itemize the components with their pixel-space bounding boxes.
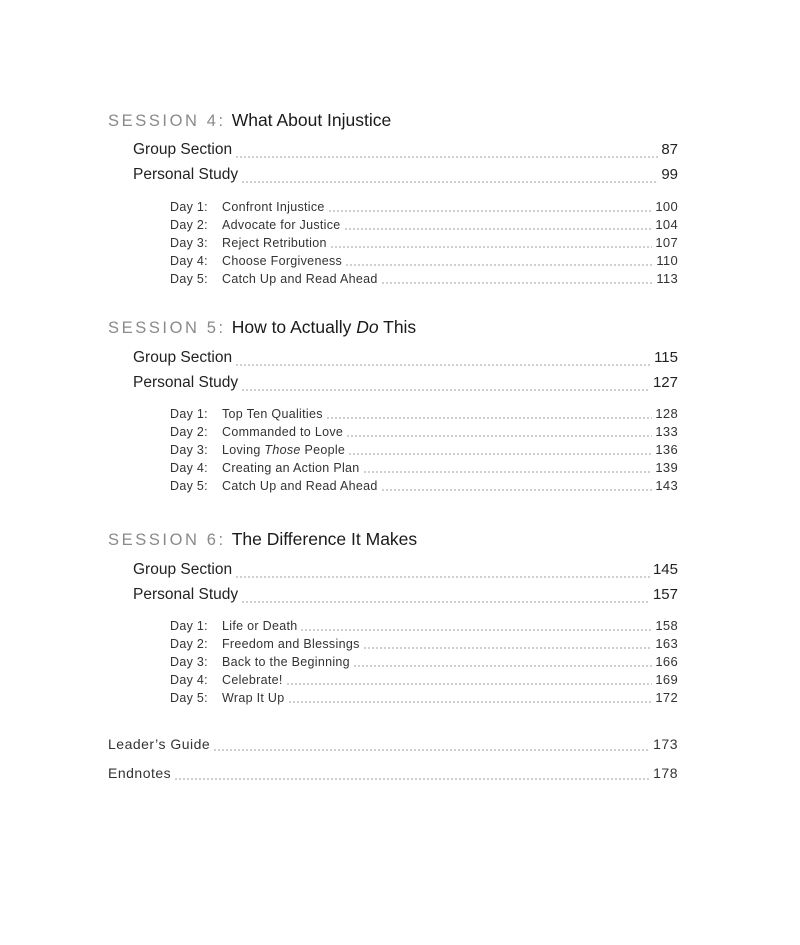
toc-day-entry[interactable] — [170, 253, 678, 271]
toc-day-entry[interactable] — [170, 424, 678, 442]
toc-day-entry[interactable] — [170, 478, 678, 496]
session-label: SESSION 4: — [108, 112, 226, 130]
leader-dots — [235, 364, 651, 366]
page-number: 145 — [652, 561, 678, 578]
entry-title: Group Section — [133, 349, 233, 366]
day-title: Confront Injustice — [222, 200, 325, 214]
day-number: Day 5: — [170, 272, 208, 286]
leader-dots — [326, 417, 653, 419]
leader-dots — [346, 435, 652, 437]
toc-entry-endnotes[interactable] — [108, 765, 678, 785]
day-title: Loving Those People — [222, 443, 346, 457]
entry-title: Group Section — [133, 561, 233, 578]
day-number: Day 4: — [170, 254, 208, 268]
page-number: 127 — [652, 374, 678, 391]
page-number: 110 — [656, 253, 678, 268]
page-number: 143 — [655, 478, 678, 493]
leader-dots — [381, 489, 653, 491]
leader-dots — [363, 471, 653, 473]
leader-dots — [235, 156, 658, 158]
day-title: Celebrate! — [222, 673, 283, 687]
day-title: Life or Death — [222, 619, 298, 633]
leader-dots — [288, 701, 653, 703]
leader-dots — [381, 282, 654, 284]
toc-entry-personal-study[interactable] — [133, 586, 678, 608]
day-number: Day 3: — [170, 236, 208, 250]
day-number: Day 4: — [170, 673, 208, 687]
session-title: What About Injustice — [231, 110, 392, 130]
leader-dots — [344, 228, 653, 230]
day-number: Day 2: — [170, 425, 208, 439]
day-number: Day 1: — [170, 407, 208, 421]
leader-dots — [363, 647, 653, 649]
day-title: Creating an Action Plan — [222, 461, 360, 475]
leader-dots — [241, 389, 650, 391]
toc-entry-group-section[interactable] — [133, 349, 678, 371]
entry-title: Personal Study — [133, 586, 239, 603]
session-heading — [108, 108, 391, 132]
session-title: The Difference It Makes — [231, 529, 418, 549]
page-number: 169 — [655, 672, 678, 687]
day-number: Day 3: — [170, 655, 208, 669]
page-number: 163 — [655, 636, 678, 651]
page-number: 158 — [655, 618, 678, 633]
page-number: 113 — [656, 271, 678, 286]
day-title: Catch Up and Read Ahead — [222, 272, 378, 286]
day-number: Day 4: — [170, 461, 208, 475]
toc-day-entry[interactable] — [170, 217, 678, 235]
toc-day-entry[interactable] — [170, 199, 678, 217]
day-number: Day 5: — [170, 691, 208, 705]
page-number: 178 — [653, 765, 678, 781]
entry-title: Personal Study — [133, 374, 239, 391]
page-number: 173 — [653, 736, 678, 752]
toc-day-entry[interactable] — [170, 235, 678, 253]
leader-dots — [345, 264, 653, 266]
entry-title: Leader’s Guide — [108, 736, 211, 752]
page-number: 107 — [655, 235, 678, 250]
toc-day-entry[interactable] — [170, 406, 678, 424]
page-number: 139 — [655, 460, 678, 475]
toc-entry-personal-study[interactable] — [133, 374, 678, 396]
leader-dots — [241, 601, 650, 603]
session-label: SESSION 6: — [108, 531, 226, 549]
leader-dots — [328, 210, 653, 212]
toc-day-entry[interactable] — [170, 460, 678, 478]
leader-dots — [241, 181, 658, 183]
leader-dots — [353, 665, 652, 667]
toc-day-entry[interactable] — [170, 690, 678, 708]
toc-day-entry[interactable] — [170, 442, 678, 460]
day-title: Reject Retribution — [222, 236, 327, 250]
page-number: 104 — [655, 217, 678, 232]
day-number: Day 1: — [170, 200, 208, 214]
page-number: 100 — [655, 199, 678, 214]
page-number: 136 — [655, 442, 678, 457]
page-number: 87 — [661, 141, 678, 158]
page-number: 172 — [655, 690, 678, 705]
entry-title: Group Section — [133, 141, 233, 158]
day-number: Day 2: — [170, 637, 208, 651]
page-number: 157 — [652, 586, 678, 603]
leader-dots — [174, 778, 650, 780]
page-number: 133 — [655, 424, 678, 439]
leader-dots — [235, 576, 650, 578]
leader-dots — [300, 629, 652, 631]
toc-entry-group-section[interactable] — [133, 141, 678, 163]
day-number: Day 3: — [170, 443, 208, 457]
toc-day-entry[interactable] — [170, 271, 678, 289]
page-number: 115 — [654, 349, 678, 366]
page-number: 166 — [655, 654, 678, 669]
day-title: Back to the Beginning — [222, 655, 350, 669]
entry-title: Personal Study — [133, 166, 239, 183]
leader-dots — [286, 683, 653, 685]
toc-day-entry[interactable] — [170, 636, 678, 654]
page-number: 99 — [661, 166, 678, 183]
day-title: Freedom and Blessings — [222, 637, 360, 651]
day-title: Commanded to Love — [222, 425, 344, 439]
toc-entry-leaders-guide[interactable] — [108, 736, 678, 756]
day-title: Wrap It Up — [222, 691, 285, 705]
session-heading — [108, 315, 416, 339]
day-title: Top Ten Qualities — [222, 407, 323, 421]
leader-dots — [348, 453, 652, 455]
leader-dots — [213, 749, 650, 751]
day-number: Day 1: — [170, 619, 208, 633]
day-number: Day 5: — [170, 479, 208, 493]
toc-day-entry[interactable] — [170, 654, 678, 672]
day-title: Advocate for Justice — [222, 218, 341, 232]
session-label: SESSION 5: — [108, 319, 226, 337]
day-number: Day 2: — [170, 218, 208, 232]
session-title: How to Actually Do This — [231, 317, 417, 337]
leader-dots — [330, 246, 653, 248]
toc-entry-group-section[interactable] — [133, 561, 678, 583]
day-title: Choose Forgiveness — [222, 254, 343, 268]
toc-day-entry[interactable] — [170, 618, 678, 636]
day-title: Catch Up and Read Ahead — [222, 479, 378, 493]
session-heading — [108, 527, 417, 551]
entry-title: Endnotes — [108, 765, 172, 781]
page-number: 128 — [655, 406, 678, 421]
toc-entry-personal-study[interactable] — [133, 166, 678, 188]
toc-day-entry[interactable] — [170, 672, 678, 690]
